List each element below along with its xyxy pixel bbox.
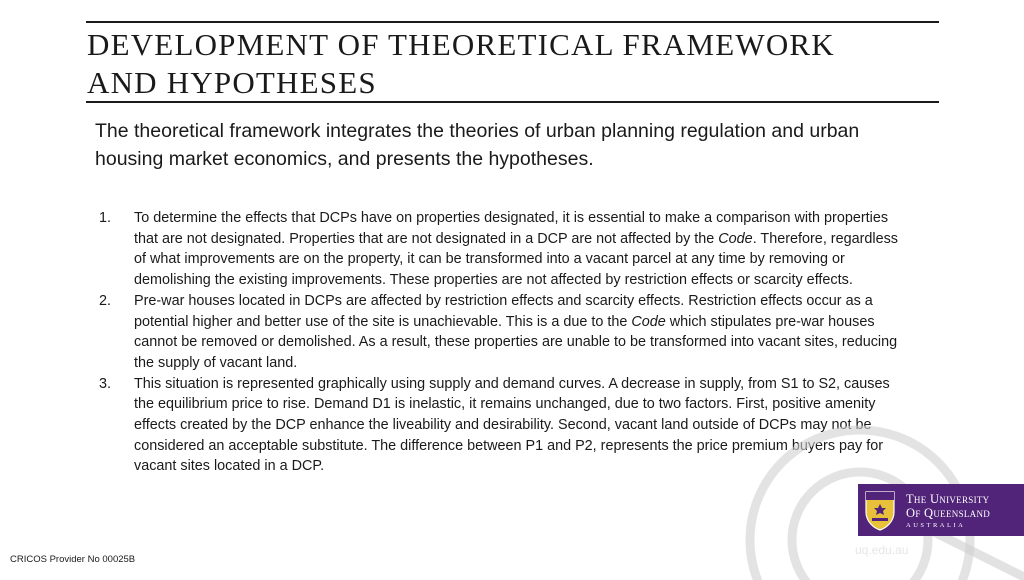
item-emphasis: Code [718,230,753,247]
logo-line-1: The University [906,491,990,506]
item-emphasis: Code [631,313,666,330]
item-number: 2. [99,292,112,309]
item-text: To determine the effects that DCPs have on properties designated, it is essential to make a comparison with properties that are not designated. Properties that are not designated in a DCP are not affected by the [134,210,889,247]
uq-logo [858,484,1024,536]
title-line-2: AND HYPOTHESES [87,65,377,100]
item-number: 3. [99,375,112,392]
crest-icon [860,488,900,532]
list-item [99,291,909,374]
title-top-rule [86,21,939,23]
item-text-continued: which stipulates pre-war houses cannot be removed or demolished. As a result, these properties are unable to be transformed into vacant sites, reducing the supply of vacant land. [134,313,898,371]
item-text: This situation is represented graphically using supply and demand curves. A decrease in supply, from S1 to S2, causes the equilibrium price to rise. Demand D1 is inelastic, it remains unchanged, due to two factors. First, positive amenity effects created by the DCP enhance the liveability and desirability. Second, vacant land outside of DCPs may not be considered an acceptable substitute. The difference between P1 and P2, represents the price premium buyers pay for vacant sites located in a DCP. [134,375,890,475]
title-bottom-rule [86,101,939,103]
title-line-1: DEVELOPMENT OF THEORETICAL FRAMEWORK [87,27,835,62]
logo-line-2: Of Queensland [906,505,991,520]
list-item [99,208,909,291]
website-url: uq.edu.au [855,543,909,557]
intro-paragraph: The theoretical framework integrates the theories of urban planning regulation and urban housing market economics, and presents the hypotheses. [95,120,860,170]
slide-title [87,26,967,102]
logo-line-3: AUSTRALIA [906,521,966,529]
cricos-provider: CRICOS Provider No 00025B [10,554,136,565]
item-number: 1. [99,210,112,226]
item-text-continued: . Therefore, regardless of what improvements are on the property, it can be transformed into a vacant parcel at any time by removing or demolishing the existing improvements. These properties are not affected by restriction effects or scarcity effects. [134,230,898,289]
item-text: Pre-war houses located in DCPs are affected by restriction effects and scarcity effects. Restriction effects occur as a potential higher and better use of the site is unachievable. This is a due to the [134,292,873,330]
